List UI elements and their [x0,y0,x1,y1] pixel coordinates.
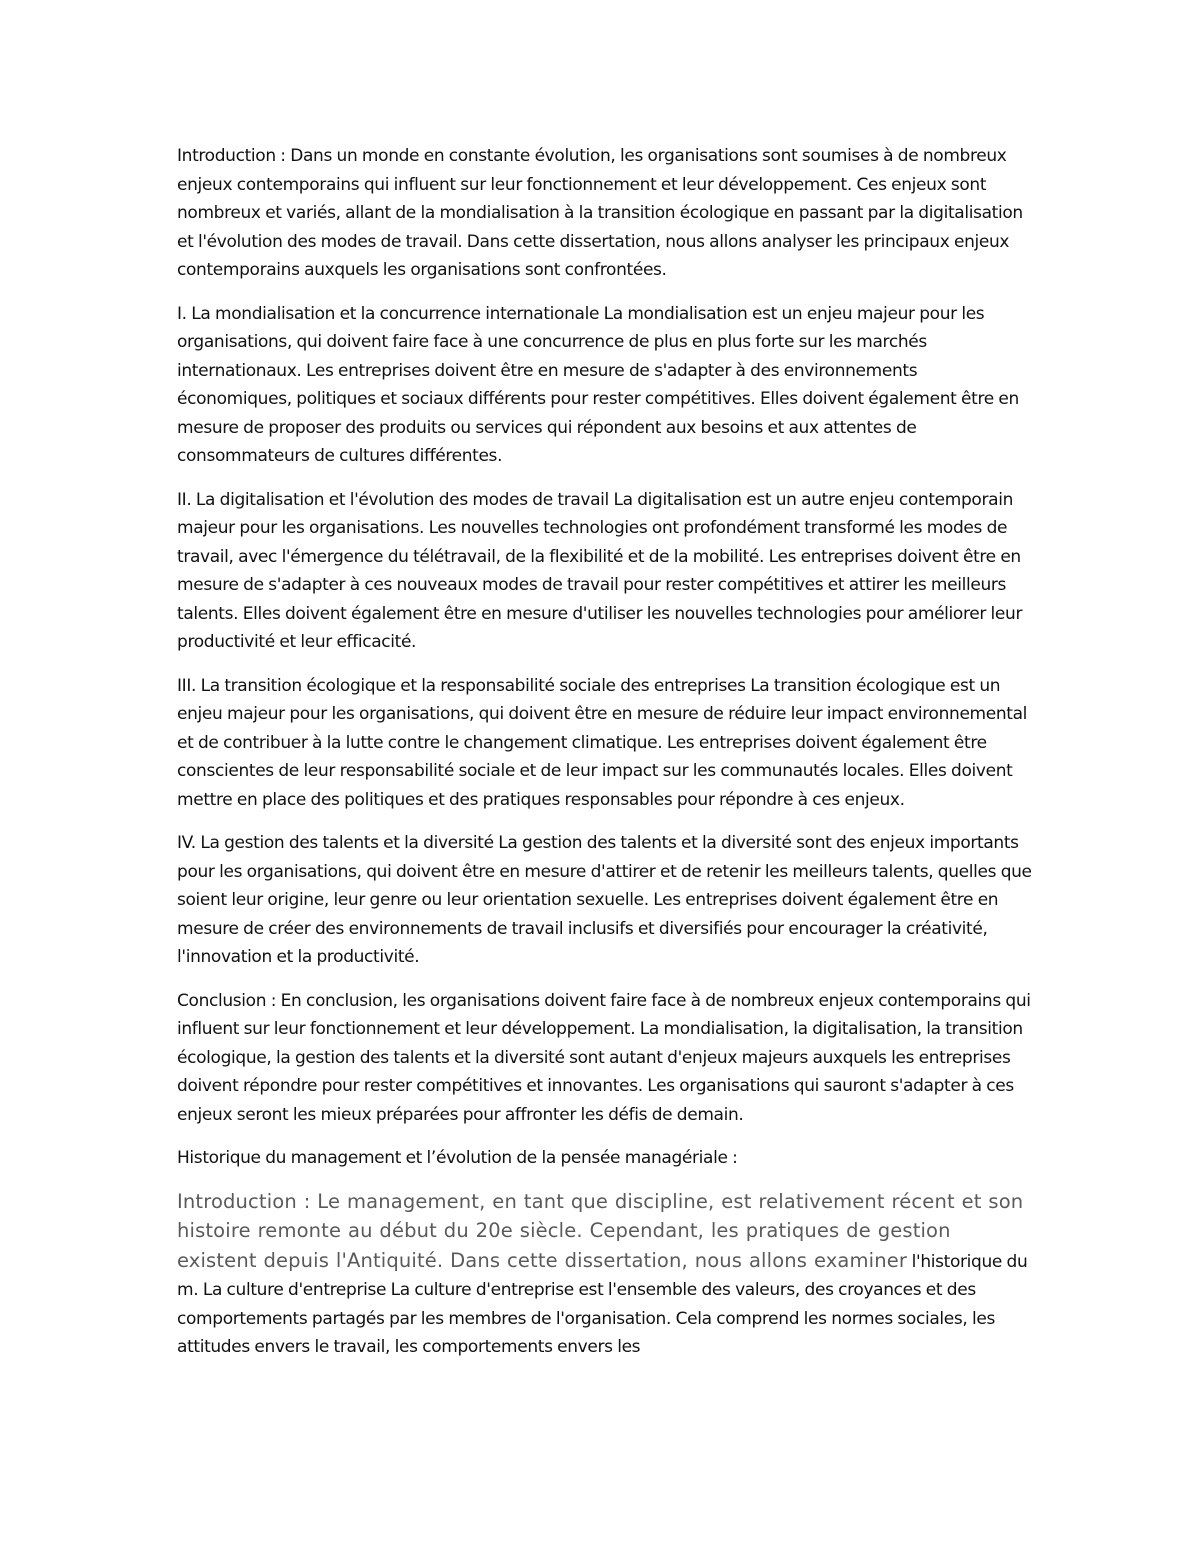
intro-historique-lead: Introduction : Le management, en tant que discipline, est relativement récent et son histoire remonte au début du 20e siècle. Cependant, les pratiques de gestion existent depuis l'Antiquité. Dans cette dissertation, nous allons examiner [177,1189,1024,1272]
paragraph-conclusion: Conclusion : En conclusion, les organisations doivent faire face à de nombreux enjeux contemporains qui influent sur leur fonctionnement et leur développement. La mondialisation, la digitalisation, la transition écologique, la gestion des talents et la diversité sont autant d'enjeux majeurs auxquels les entreprises doivent répondre pour rester compétitives et innovantes. Les organisations qui sauront s'adapter à ces enjeux seront les mieux préparées pour affronter les défis de demain. [177,990,1031,1125]
paragraph-section-1-mondialisation: I. La mondialisation et la concurrence internationale La mondialisation est un enjeu majeur pour les organisations, qui doivent faire face à une concurrence de plus en plus forte sur les marchés internationaux. Les entreprises doivent être en mesure de s'adapter à des environnements économiques, politiques et sociaux différents pour rester compétitives. Elles doivent également être en mesure de proposer des produits ou services qui répondent aux besoins et aux attentes de consommateurs de cultures différentes. [177,303,1019,466]
paragraph-section-4-gestion-talents: IV. La gestion des talents et la diversité La gestion des talents et la diversité sont des enjeux importants pour les organisations, qui doivent être en mesure d'attirer et de retenir les meilleurs talents, quelles que soient leur origine, leur genre ou leur orientation sexuelle. Les entreprises doivent également être en mesure de créer des environnements de travail inclusifs et diversifiés pour encourager la créativité, l'innovation et la productivité. [177,833,1032,967]
paragraph-introduction-historique [177,1188,1035,1362]
section-heading-historique: Historique du management et l’évolution de la pensée managériale : [177,1148,738,1168]
paragraph-introduction: Introduction : Dans un monde en constante évolution, les organisations sont soumises à de nombreux enjeux contemporains qui influent sur leur fonctionnement et leur développement. Ces enjeux sont nombreux et variés, allant de la mondialisation à la transition écologique en passant par la digitalisation et l'évolution des modes de travail. Dans cette dissertation, nous allons analyser les principaux enjeux contemporains auxquels les organisations sont confrontées. [177,146,1023,280]
intro-historique-tail: l'historique du m. La culture d'entreprise La culture d'entreprise est l'ensemble des valeurs, des croyances et des comportements partagés par les membres de l'organisation. Cela comprend les normes sociales, les attitudes envers le travail, les comportements envers les [177,1251,1028,1357]
paragraph-section-3-transition-ecologique: III. La transition écologique et la responsabilité sociale des entreprises La transition écologique est un enjeu majeur pour les organisations, qui doivent être en mesure de réduire leur impact environnemental et de contribuer à la lutte contre le changement climatique. Les entreprises doivent également être conscientes de leur responsabilité sociale et de leur impact sur les communautés locales. Elles doivent mettre en place des politiques et des pratiques responsables pour répondre à ces enjeux. [177,675,1028,810]
paragraph-section-2-digitalisation: II. La digitalisation et l'évolution des modes de travail La digitalisation est un autre enjeu contemporain majeur pour les organisations. Les nouvelles technologies ont profondément transformé les modes de travail, avec l'émergence du télétravail, de la flexibilité et de la mobilité. Les entreprises doivent être en mesure de s'adapter à ces nouveaux modes de travail pour rester compétitives et attirer les meilleurs talents. Elles doivent également être en mesure d'utiliser les nouvelles technologies pour améliorer leur productivité et leur efficacité. [177,489,1023,652]
document-body [177,142,1035,1362]
